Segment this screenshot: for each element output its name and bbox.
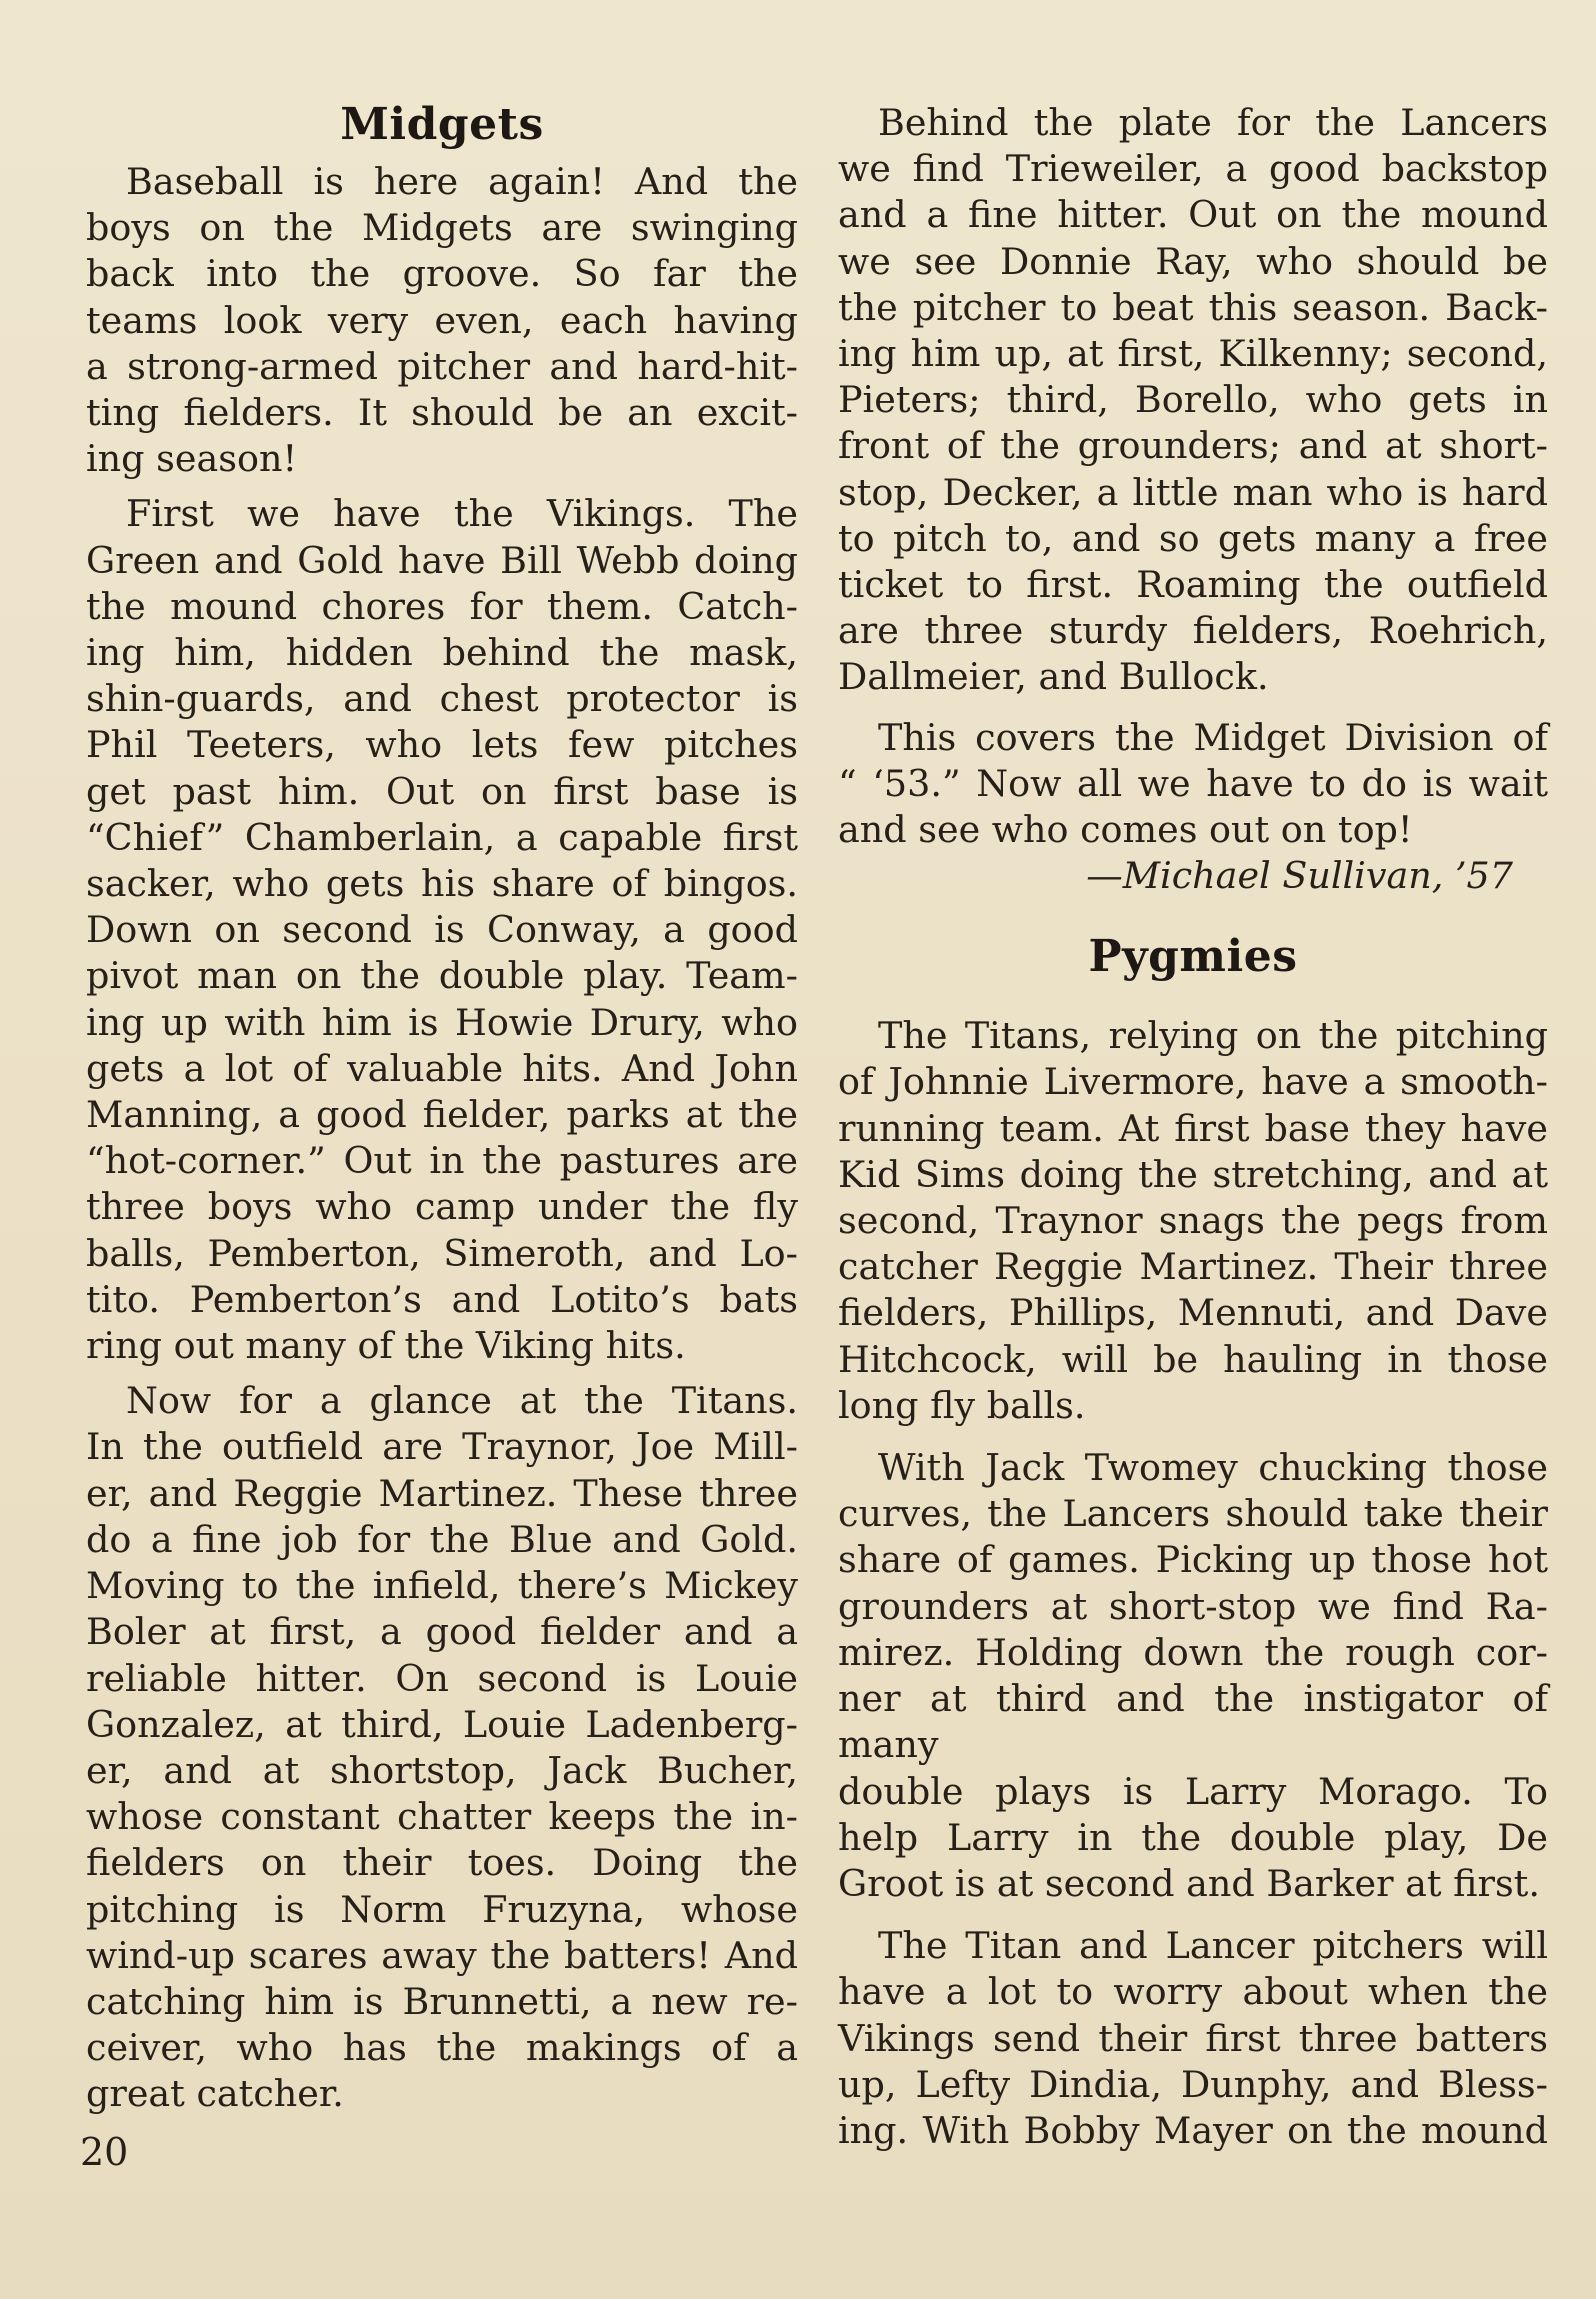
midgets-article-body	[86, 159, 798, 2118]
paragraph	[838, 1923, 1548, 2154]
text-line: share of games. Picking up those hot	[838, 1538, 1548, 1582]
text-line: ring out many of the Viking hits.	[86, 1324, 686, 1368]
paragraph	[86, 159, 798, 482]
text-line: and see who comes out on top!	[838, 808, 1413, 852]
text-line: Down on second is Conway, a good	[86, 908, 798, 952]
text-line: Pieters; third, Borello, who gets in	[838, 378, 1548, 422]
text-line: ing him, hidden behind the mask,	[86, 631, 798, 675]
text-line: First we have the Vikings. The	[126, 492, 798, 536]
page-number: 20	[80, 2130, 129, 2174]
text-line: up, Lefty Dindia, Dunphy, and Bless-	[838, 2062, 1548, 2106]
text-line: sacker, who gets his share of bingos.	[86, 862, 798, 906]
text-line: Behind the plate for the Lancers	[878, 101, 1548, 144]
text-line: a strong-armed pitcher and hard-hit-	[86, 344, 798, 388]
text-line: “Chief” Chamberlain, a capable first	[86, 815, 798, 859]
text-line: front of the grounders; and at short-	[838, 424, 1548, 468]
author-signature: —Michael Sullivan, ’57	[1086, 854, 1513, 898]
left-column	[86, 95, 798, 2118]
text-line: ing up with him is Howie Drury, who	[86, 1000, 798, 1044]
text-line: er, and Reggie Martinez. These three	[86, 1471, 798, 1515]
text-line: the pitcher to beat this season. Back-	[838, 285, 1548, 329]
text-line: we see Donnie Ray, who should be	[838, 239, 1548, 283]
text-line: wind-up scares away the batters! And	[86, 1933, 798, 1977]
text-line: curves, the Lancers should take their	[838, 1492, 1548, 1536]
text-line: Moving to the infield, there’s Mickey	[86, 1564, 798, 1608]
paragraph	[838, 715, 1548, 854]
text-line: do a fine job for the Blue and Gold.	[86, 1517, 798, 1561]
text-line: to pitch to, and so gets many a free	[838, 516, 1548, 560]
text-line: The Titans, relying on the pitching	[878, 1014, 1548, 1058]
text-line: get past him. Out on first base is	[86, 769, 798, 813]
text-line: In the outfield are Traynor, Joe Mill-	[86, 1425, 798, 1469]
paragraph	[86, 491, 798, 1369]
text-line: boys on the Midgets are swinging	[86, 206, 798, 250]
right-column	[838, 100, 1548, 2154]
text-line: catching him is Brunnetti, a new re-	[86, 1979, 798, 2023]
text-line: back into the groove. So far the	[86, 252, 798, 296]
text-line: pitching is Norm Fruzyna, whose	[86, 1887, 798, 1931]
text-line: Hitchcock, will be hauling in those	[838, 1337, 1548, 1381]
text-line: ner at third and the instigator of many	[838, 1677, 1548, 1767]
text-line: double plays is Larry Morago. To	[838, 1769, 1548, 1813]
text-line: and a fine hitter. Out on the mound	[838, 193, 1548, 237]
text-line: With Jack Twomey chucking those	[878, 1446, 1548, 1490]
text-line: Vikings send their first three batters	[838, 2016, 1548, 2060]
text-line: whose constant chatter keeps the in-	[86, 1795, 798, 1839]
text-line: three boys who camp under the fly	[86, 1185, 798, 1229]
text-line: fielders, Phillips, Mennuti, and Dave	[838, 1291, 1548, 1335]
text-line: reliable hitter. On second is Louie	[86, 1656, 798, 1700]
text-line: great catcher.	[86, 2072, 344, 2116]
text-line: Gonzalez, at third, Louie Ladenberg-	[86, 1702, 798, 1746]
text-line: er, and at shortstop, Jack Bucher,	[86, 1748, 798, 1792]
midgets-heading: Midgets	[340, 99, 544, 150]
text-line: second, Traynor snags the pegs from	[838, 1199, 1548, 1243]
text-line: have a lot to worry about when the	[838, 1970, 1548, 2014]
text-line: fielders on their toes. Doing the	[86, 1841, 798, 1885]
pygmies-heading: Pygmies	[1088, 931, 1298, 983]
text-line: are three sturdy fielders, Roehrich,	[838, 609, 1548, 653]
text-line: we find Trieweiler, a good backstop	[838, 147, 1548, 191]
text-line: Green and Gold have Bill Webb doing	[86, 538, 798, 582]
text-line: Boler at first, a good fielder and a	[86, 1610, 798, 1654]
text-line: pivot man on the double play. Team-	[86, 954, 798, 998]
text-line: Now for a glance at the Titans.	[126, 1379, 798, 1423]
pygmies-article-body	[838, 1013, 1548, 2154]
paragraph	[838, 1013, 1548, 1429]
text-line: This covers the Midget Division of	[878, 715, 1548, 759]
text-line: catcher Reggie Martinez. Their three	[838, 1245, 1548, 1289]
text-line: running team. At first base they have	[838, 1106, 1548, 1150]
text-line: Kid Sims doing the stretching, and at	[838, 1152, 1548, 1196]
text-line: “hot-corner.” Out in the pastures are	[86, 1139, 798, 1183]
text-line: help Larry in the double play, De	[838, 1815, 1548, 1859]
text-line: Groot is at second and Barker at first.	[838, 1861, 1540, 1905]
text-line: long fly balls.	[838, 1383, 1086, 1427]
text-line: “ ‘53.” Now all we have to do is wait	[838, 761, 1548, 805]
text-line: teams look very even, each having	[86, 298, 798, 342]
text-line: ceiver, who has the makings of a	[86, 2026, 798, 2070]
text-line: Baseball is here again! And the	[126, 160, 798, 203]
text-line: tito. Pemberton’s and Lotito’s bats	[86, 1277, 798, 1321]
text-line: mirez. Holding down the rough cor-	[838, 1630, 1548, 1674]
text-line: ticket to first. Roaming the outfield	[838, 563, 1548, 607]
text-line: The Titan and Lancer pitchers will	[878, 1924, 1548, 1968]
text-line: ing. With Bobby Mayer on the mound	[838, 2108, 1548, 2152]
text-line: of Johnnie Livermore, have a smooth-	[838, 1060, 1548, 1104]
text-line: stop, Decker, a little man who is hard	[838, 470, 1548, 514]
paragraph	[86, 1378, 798, 2117]
text-line: grounders at short-stop we find Ra-	[838, 1584, 1548, 1628]
text-line: Manning, a good fielder, parks at the	[86, 1093, 798, 1137]
midgets-article-continued	[838, 100, 1548, 853]
text-line: shin-guards, and chest protector is	[86, 677, 798, 721]
text-line: balls, Pemberton, Simeroth, and Lo-	[86, 1231, 798, 1275]
paragraph	[838, 1445, 1548, 1907]
text-line: ing season!	[86, 437, 298, 481]
text-line: ting fielders. It should be an excit-	[86, 391, 798, 435]
text-line: Dallmeier, and Bullock.	[838, 655, 1269, 699]
text-line: Phil Teeters, who lets few pitches	[86, 723, 798, 767]
paragraph	[838, 100, 1548, 701]
text-line: the mound chores for them. Catch-	[86, 584, 798, 628]
text-line: gets a lot of valuable hits. And John	[86, 1046, 798, 1090]
text-line: ing him up, at first, Kilkenny; second,	[838, 332, 1548, 376]
